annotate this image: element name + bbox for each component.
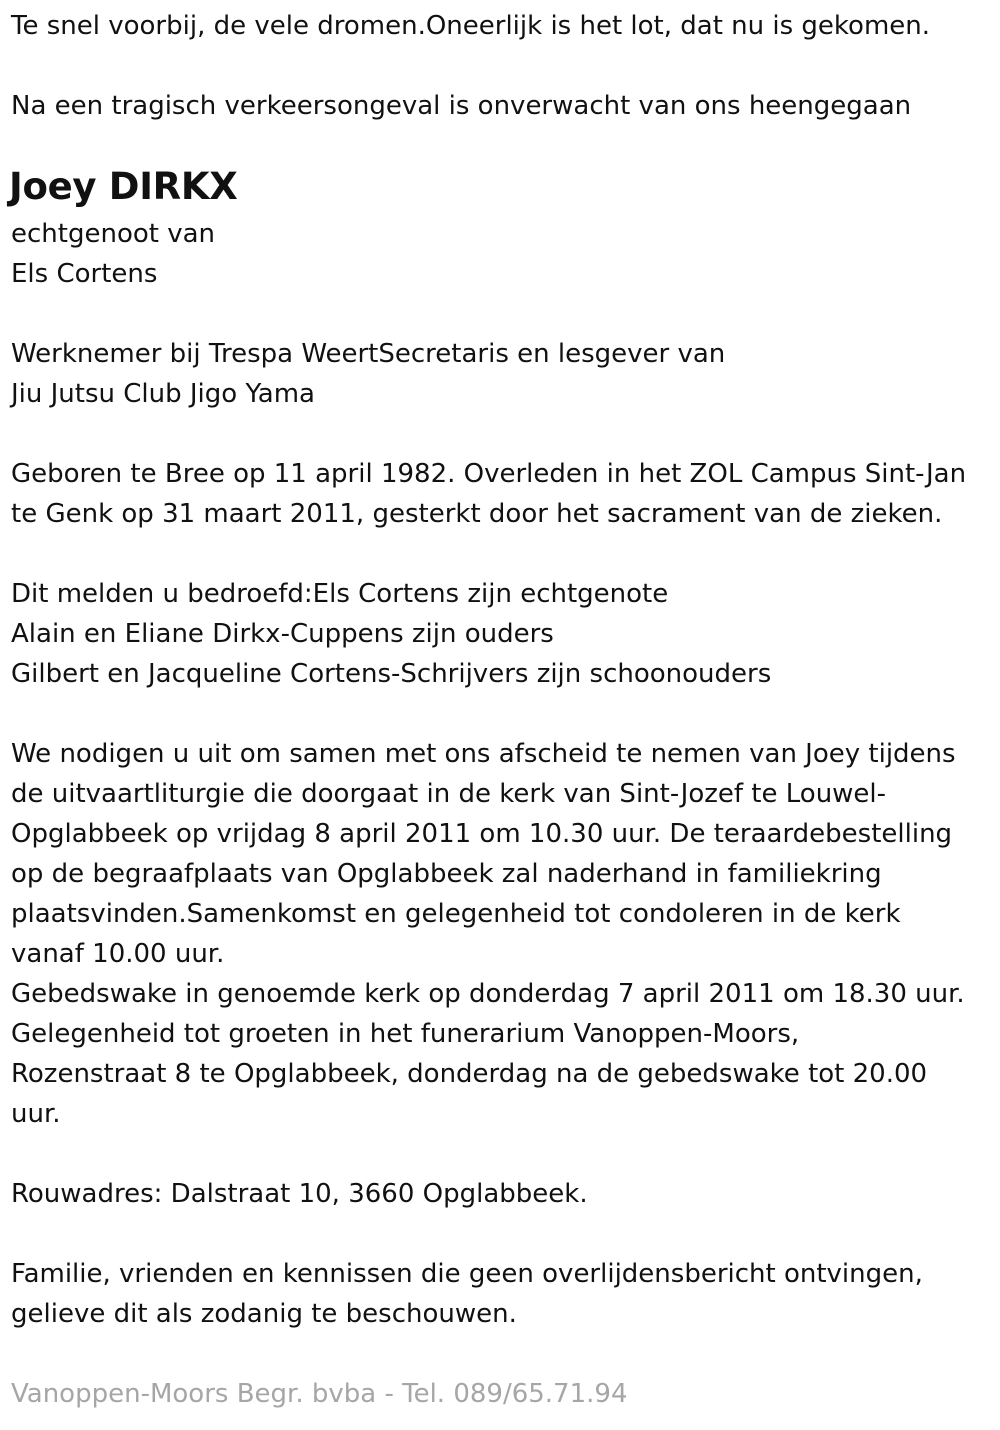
funeral-line: Rozenstraat 8 te Opglabbeek, donderdag na de gebedswake tot 20.00 — [11, 1059, 928, 1089]
work-line-2: Jiu Jutsu Club Jigo Yama — [11, 379, 315, 409]
funeral-line: vanaf 10.00 uur. — [11, 939, 225, 969]
notice-line-2: gelieve dit als zodanig te beschouwen. — [11, 1299, 517, 1329]
family-line-3: Gilbert en Jacqueline Cortens-Schrijvers zijn schoonouders — [11, 659, 772, 689]
funeral-line: Gebedswake in genoemde kerk op donderdag 7 april 2011 om 18.30 uur. — [11, 979, 965, 1009]
intro-announcement: Na een tragisch verkeersongeval is onverwacht van ons heengegaan — [11, 91, 912, 121]
intro-poem: Te snel voorbij, de vele dromen.Oneerlijk is het lot, dat nu is gekomen. — [11, 11, 931, 41]
funeral-line: de uitvaartliturgie die doorgaat in de kerk van Sint-Jozef te Louwel- — [11, 779, 887, 809]
funeral-line: op de begraafplaats van Opglabbeek zal naderhand in familiekring — [11, 859, 882, 889]
funeral-line: plaatsvinden.Samenkomst en gelegenheid tot condoleren in de kerk — [11, 899, 901, 929]
funeral-line: Gelegenheid tot groeten in het funerarium Vanoppen-Moors, — [11, 1019, 800, 1049]
relation-line-2: Els Cortens — [11, 259, 158, 289]
funeral-line: uur. — [11, 1099, 61, 1129]
family-line-1: Dit melden u bedroefd:Els Cortens zijn echtgenote — [11, 579, 669, 609]
mourning-address: Rouwadres: Dalstraat 10, 3660 Opglabbeek. — [11, 1179, 588, 1209]
birth-death-line-2: te Genk op 31 maart 2011, gesterkt door het sacrament van de zieken. — [11, 499, 943, 529]
work-line-1: Werknemer bij Trespa WeertSecretaris en lesgever van — [11, 339, 726, 369]
funeral-line: Opglabbeek op vrijdag 8 april 2011 om 10.30 uur. De teraardebestelling — [11, 819, 953, 849]
funeral-line: We nodigen u uit om samen met ons afscheid te nemen van Joey tijdens — [11, 739, 956, 769]
relation-line-1: echtgenoot van — [11, 219, 216, 249]
notice-line-1: Familie, vrienden en kennissen die geen overlijdensbericht ontvingen, — [11, 1259, 923, 1289]
funeral-home-footer: Vanoppen-Moors Begr. bvba - Tel. 089/65.71.94 — [11, 1379, 628, 1409]
birth-death-line-1: Geboren te Bree op 11 april 1982. Overleden in het ZOL Campus Sint-Jan — [11, 459, 967, 489]
family-line-2: Alain en Eliane Dirkx-Cuppens zijn ouders — [11, 619, 554, 649]
deceased-name: Joey DIRKX — [9, 165, 238, 208]
